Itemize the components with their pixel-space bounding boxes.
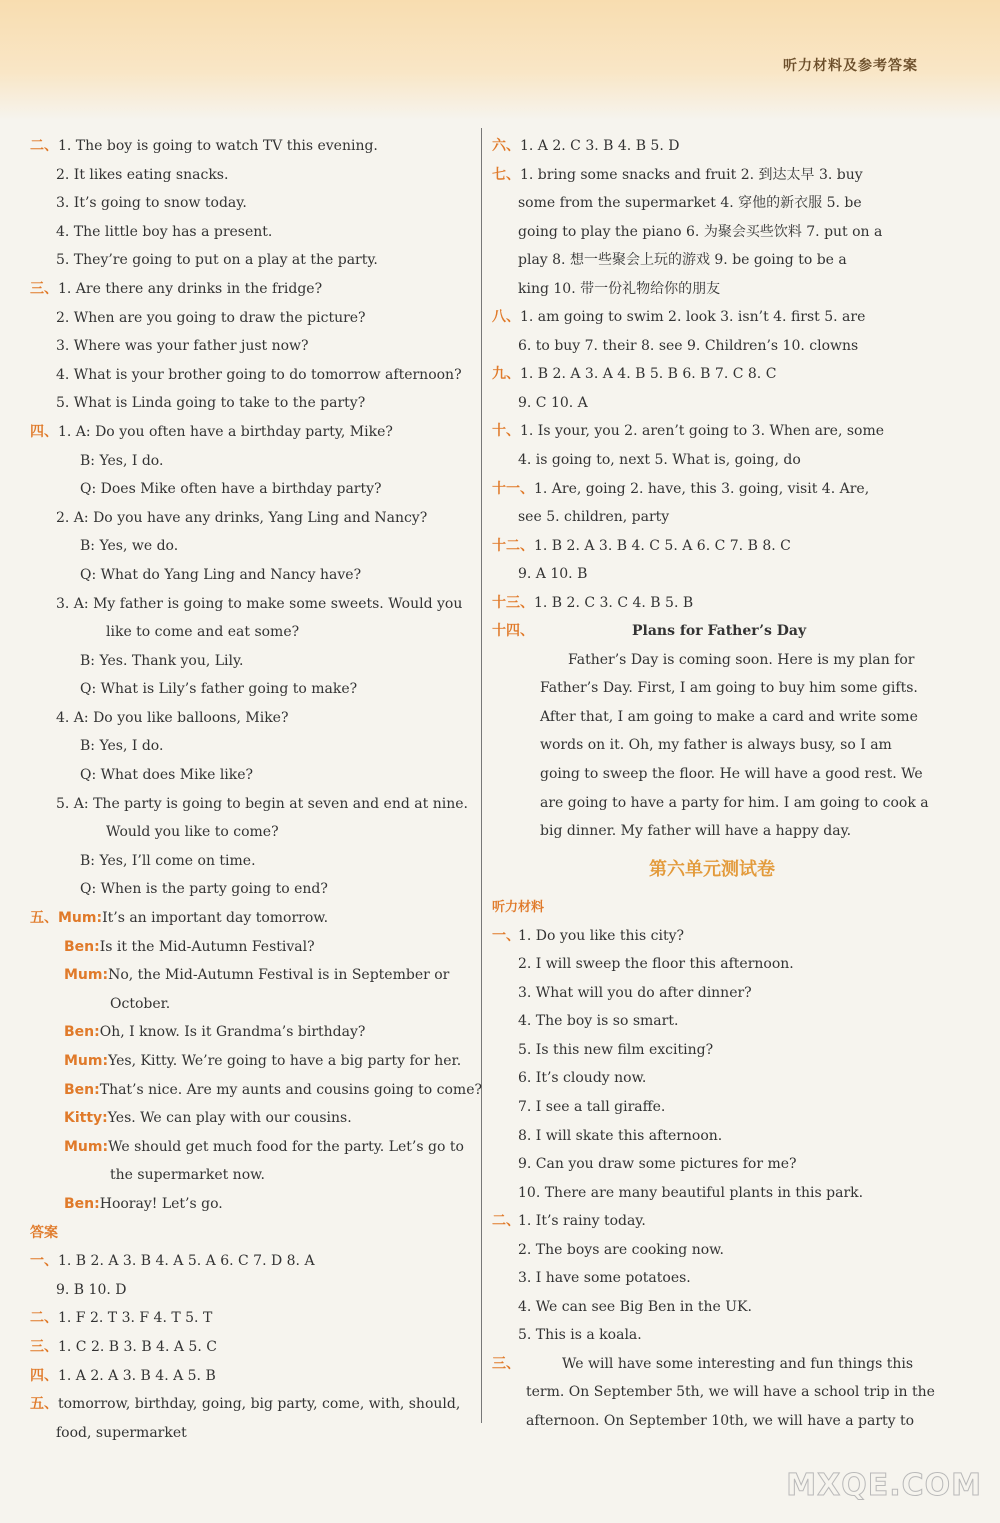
column-divider xyxy=(481,128,482,1423)
line-text: B: Yes, we do. xyxy=(80,538,179,555)
text-line xyxy=(492,503,932,532)
unit-six-title: 第六单元测试卷 xyxy=(649,858,775,880)
line-text: 2. It likes eating snacks. xyxy=(56,166,229,183)
essay-line: are going to have a party for him. I am going to cook a xyxy=(540,794,929,811)
line-text: going to play the piano 6. 为聚会买些饮料 7. put on a xyxy=(518,223,883,240)
text-line xyxy=(30,875,470,904)
essay-title: Plans for Father’s Day xyxy=(632,623,807,640)
essay-body xyxy=(492,646,932,846)
essay-line: Father’s Day is coming soon. Here is my plan for xyxy=(568,651,915,668)
unit6-line xyxy=(492,1350,932,1379)
dialogue-text: Yes, Kitty. We’re going to have a big party for her. xyxy=(108,1053,462,1069)
line-text: 6. to buy 7. their 8. see 9. Children’s 10. clowns xyxy=(518,337,859,354)
text-line xyxy=(30,275,470,304)
text-line xyxy=(30,1276,470,1305)
text-line xyxy=(30,361,470,390)
dialogue-text: Oh, I know. Is it Grandma’s birthday? xyxy=(99,1024,366,1041)
section-number: 三、 xyxy=(30,1338,58,1355)
line-text: 5. What is Linda going to take to the party? xyxy=(56,395,366,412)
unit6-line xyxy=(492,1122,932,1151)
unit6-line xyxy=(492,1150,932,1179)
line-text: king 10. 带一份礼物给你的朋友 xyxy=(518,280,721,297)
text-line xyxy=(30,161,470,190)
text-line xyxy=(30,1247,470,1276)
speaker-label: Mum: xyxy=(58,910,103,927)
line-text: play 8. 想一些聚会上玩的游戏 9. be going to be a xyxy=(518,252,847,269)
listening-lines-left xyxy=(30,132,470,904)
unit6-part1 xyxy=(492,922,932,1207)
speaker-label: Ben: xyxy=(64,1024,100,1041)
unit6-line xyxy=(492,1293,932,1322)
line-text: afternoon. On September 10th, we will have a party to xyxy=(526,1412,915,1429)
text-line xyxy=(30,847,470,876)
unit6-line xyxy=(492,1179,932,1208)
line-text: food, supermarket xyxy=(56,1424,187,1441)
text-line xyxy=(492,360,932,389)
text-line xyxy=(492,132,932,161)
line-text: 4. The little boy has a present. xyxy=(56,223,273,240)
answers-left xyxy=(30,1247,470,1447)
dialogue-line xyxy=(30,990,470,1019)
dialogue-text: It’s an important day tomorrow. xyxy=(102,910,329,927)
unit6-line xyxy=(492,1093,932,1122)
dialogue-line xyxy=(30,1190,470,1219)
watermark: MXQE.COM xyxy=(786,1468,982,1503)
line-text: 3. It’s going to snow today. xyxy=(56,195,247,212)
essay-line: words on it. Oh, my father is always busy, so I am xyxy=(540,737,892,754)
essay-line: going to sweep the floor. He will have a good rest. We xyxy=(540,766,923,783)
unit6-line xyxy=(492,1064,932,1093)
essay-line: big dinner. My father will have a happy day. xyxy=(540,823,852,840)
line-text: 1. B 2. A 3. B 4. A 5. A 6. C 7. D 8. A xyxy=(58,1253,315,1270)
section-number: 一、 xyxy=(492,927,520,944)
dialogue-text: We should get much food for the party. Let’s go to xyxy=(108,1138,464,1155)
dialogue-section xyxy=(30,904,482,1219)
text-line xyxy=(30,132,470,161)
line-text: 1. Are, going 2. have, this 3. going, visit 4. Are, xyxy=(534,480,870,497)
answers-label: 答案 xyxy=(30,1224,58,1241)
text-line xyxy=(492,417,932,446)
line-text: 4. We can see Big Ben in the UK. xyxy=(518,1298,752,1315)
dialogue-text: Hooray! Let’s go. xyxy=(99,1195,223,1212)
dialogue-text: the supermarket now. xyxy=(110,1167,265,1184)
unit6-line xyxy=(492,1036,932,1065)
line-text: 1. am going to swim 2. look 3. isn’t 4. first 5. are xyxy=(520,309,866,326)
line-text: 1. C 2. B 3. B 4. A 5. C xyxy=(58,1338,217,1355)
text-line xyxy=(492,389,932,418)
line-text: term. On September 5th, we will have a school trip in the xyxy=(526,1384,935,1401)
line-text: 2. The boys are cooking now. xyxy=(518,1241,724,1258)
essay-line: After that, I am going to make a card and write some xyxy=(540,708,918,725)
dialogue-line xyxy=(30,1104,470,1133)
line-text: 2. I will sweep the floor this afternoon. xyxy=(518,956,794,973)
text-line xyxy=(492,161,932,190)
text-line xyxy=(492,532,932,561)
line-text: 7. I see a tall giraffe. xyxy=(518,1098,666,1115)
line-text: 4. A: Do you like balloons, Mike? xyxy=(56,709,289,726)
section-number: 一、 xyxy=(30,1253,58,1270)
dialogue-line xyxy=(30,1018,470,1047)
line-text: Q: What do Yang Ling and Nancy have? xyxy=(80,566,362,583)
line-text: 5. A: The party is going to begin at seven and end at nine. xyxy=(56,795,468,812)
text-line xyxy=(492,218,932,247)
line-text: 1. B 2. A 3. B 4. C 5. A 6. C 7. B 8. C xyxy=(534,537,791,554)
right-column xyxy=(492,132,935,1436)
text-line xyxy=(30,818,470,847)
text-line xyxy=(30,475,470,504)
text-line xyxy=(30,675,470,704)
unit6-line xyxy=(492,922,932,951)
text-line xyxy=(30,732,470,761)
text-line xyxy=(492,446,932,475)
line-text: 9. Can you draw some pictures for me? xyxy=(518,1156,797,1173)
dialogue-text: No, the Mid-Autumn Festival is in September or xyxy=(108,967,450,984)
line-text: 1. The boy is going to watch TV this evening. xyxy=(58,138,378,154)
text-line xyxy=(30,218,470,247)
text-line xyxy=(492,332,932,361)
dialogue-text: Is it the Mid-Autumn Festival? xyxy=(99,938,315,955)
text-line xyxy=(30,1419,470,1448)
line-text: some from the supermarket 4. 穿他的新衣服 5. be xyxy=(518,195,862,212)
section-number: 五、 xyxy=(30,910,58,927)
speaker-label: Ben: xyxy=(64,1081,100,1098)
answers-right xyxy=(492,132,932,617)
text-line xyxy=(30,1304,470,1333)
dialogue-text: Yes. We can play with our cousins. xyxy=(107,1110,352,1127)
text-line xyxy=(30,561,470,590)
line-text: Q: When is the party going to end? xyxy=(80,881,328,898)
line-text: 1. A 2. A 3. B 4. A 5. B xyxy=(58,1367,216,1384)
unit6-line xyxy=(492,1407,932,1436)
line-text: B: Yes, I do. xyxy=(80,452,164,469)
section-number: 十二、 xyxy=(492,537,534,554)
line-text: 1. B 2. A 3. A 4. B 5. B 6. B 7. C 8. C xyxy=(520,366,777,383)
line-text: 8. I will skate this afternoon. xyxy=(518,1127,723,1144)
text-line xyxy=(492,560,932,589)
essay-heading: 十四、 Plans for Father’s Day xyxy=(492,617,932,646)
line-text: 5. This is a koala. xyxy=(518,1327,642,1344)
left-column xyxy=(30,132,482,1447)
line-text: Q: Does Mike often have a birthday party? xyxy=(80,481,382,498)
speaker-label: Mum: xyxy=(64,967,109,984)
line-text: 3. A: My father is going to make some sweets. Would you xyxy=(56,595,463,612)
unit6-line xyxy=(492,979,932,1008)
line-text: We will have some interesting and fun things this xyxy=(562,1355,914,1372)
line-text: 3. Where was your father just now? xyxy=(56,338,309,355)
text-line xyxy=(30,590,470,619)
dialogue-line xyxy=(30,904,470,933)
line-text: 4. The boy is so smart. xyxy=(518,1013,679,1030)
dialogue-line xyxy=(30,1047,470,1076)
speaker-label: Mum: xyxy=(64,1138,109,1155)
text-line xyxy=(492,246,932,275)
line-text: 10. There are many beautiful plants in this park. xyxy=(518,1184,864,1201)
text-line xyxy=(30,704,470,733)
section-number: 四、 xyxy=(30,1367,58,1384)
text-line xyxy=(30,304,470,333)
text-line xyxy=(30,389,470,418)
section-number: 二、 xyxy=(492,1213,520,1230)
text-line xyxy=(492,589,932,618)
text-line xyxy=(30,189,470,218)
line-text: Q: What does Mike like? xyxy=(80,767,254,784)
speaker-label: Ben: xyxy=(64,1195,100,1212)
line-text: 9. A 10. B xyxy=(518,566,588,583)
line-text: 1. F 2. T 3. F 4. T 5. T xyxy=(58,1310,213,1327)
speaker-label: Ben: xyxy=(64,938,100,955)
line-text: 1. A: Do you often have a birthday party, Mike? xyxy=(58,423,393,440)
text-line xyxy=(30,647,470,676)
text-line xyxy=(30,618,470,647)
text-line xyxy=(30,761,470,790)
speaker-label: Kitty: xyxy=(64,1110,108,1127)
text-line xyxy=(30,790,470,819)
section-number: 二、 xyxy=(30,1310,58,1327)
line-text: 3. What will you do after dinner? xyxy=(518,984,752,1001)
line-text: 1. It’s rainy today. xyxy=(518,1213,646,1230)
dialogue-line xyxy=(30,1133,470,1162)
section-number: 三、 xyxy=(492,1355,520,1372)
section-number: 七、 xyxy=(492,166,520,183)
line-text: like to come and eat some? xyxy=(106,624,300,641)
line-text: Would you like to come? xyxy=(106,824,279,841)
line-text: 4. is going to, next 5. What is, going, do xyxy=(518,452,801,469)
unit6-line xyxy=(492,1007,932,1036)
unit6-line xyxy=(492,1207,932,1236)
section-number: 九、 xyxy=(492,366,520,383)
text-line xyxy=(30,1333,470,1362)
unit6-line xyxy=(492,1321,932,1350)
section-number: 十三、 xyxy=(492,594,534,611)
text-line xyxy=(30,332,470,361)
line-text: 1. Are there any drinks in the fridge? xyxy=(58,280,323,297)
line-text: 2. When are you going to draw the picture? xyxy=(56,309,366,326)
line-text: 1. bring some snacks and fruit 2. 到达太早 3. buy xyxy=(520,166,863,183)
line-text: tomorrow, birthday, going, big party, come, with, should, xyxy=(58,1396,461,1413)
text-line xyxy=(492,189,932,218)
essay-line: Father’s Day. First, I am going to buy him some gifts. xyxy=(540,680,918,697)
line-text: 1. B 2. C 3. C 4. B 5. B xyxy=(534,594,694,611)
section-number: 三、 xyxy=(30,280,58,297)
listening-material-label: 听力材料 xyxy=(492,899,545,915)
dialogue-line xyxy=(30,1161,470,1190)
section-number: 十一、 xyxy=(492,480,534,497)
text-line xyxy=(30,1390,470,1419)
dialogue-text: October. xyxy=(110,995,171,1012)
text-line xyxy=(492,275,932,304)
line-text: 9. C 10. A xyxy=(518,394,588,411)
line-text: 5. They’re going to put on a play at the party. xyxy=(56,252,378,269)
dialogue-line xyxy=(30,961,470,990)
line-text: 1. Is your, you 2. aren’t going to 3. When are, some xyxy=(520,423,885,440)
unit6-line xyxy=(492,950,932,979)
text-line xyxy=(30,418,470,447)
line-text: 4. What is your brother going to do tomorrow afternoon? xyxy=(56,366,462,383)
line-text: 3. I have some potatoes. xyxy=(518,1270,691,1287)
unit6-part3 xyxy=(492,1350,935,1436)
dialogue-line xyxy=(30,933,470,962)
text-line xyxy=(30,447,470,476)
section-number: 八、 xyxy=(492,309,520,326)
text-line xyxy=(492,303,932,332)
section-number: 二、 xyxy=(30,138,58,154)
text-line xyxy=(30,1362,470,1391)
section-number: 五、 xyxy=(30,1396,58,1413)
section-number: 四、 xyxy=(30,423,58,440)
line-text: B: Yes. Thank you, Lily. xyxy=(80,652,244,669)
text-line xyxy=(492,475,932,504)
line-text: 9. B 10. D xyxy=(56,1281,127,1298)
unit6-line xyxy=(492,1236,932,1265)
line-text: 1. Do you like this city? xyxy=(518,927,685,944)
page-header-title: 听力材料及参考答案 xyxy=(783,58,918,74)
section-number: 十、 xyxy=(492,423,520,440)
unit6-part2 xyxy=(492,1207,932,1350)
dialogue-text: That’s nice. Are my aunts and cousins going to come? xyxy=(99,1081,482,1098)
line-text: 2. A: Do you have any drinks, Yang Ling and Nancy? xyxy=(56,509,428,526)
section-number: 六、 xyxy=(492,138,520,154)
text-line xyxy=(30,246,470,275)
unit6-line xyxy=(492,1264,932,1293)
line-text: B: Yes, I do. xyxy=(80,738,164,755)
speaker-label: Mum: xyxy=(64,1053,109,1069)
line-text: 6. It’s cloudy now. xyxy=(518,1070,647,1087)
text-line xyxy=(30,504,470,533)
dialogue-line xyxy=(30,1076,482,1105)
unit6-line xyxy=(492,1378,935,1407)
line-text: B: Yes, I’ll come on time. xyxy=(80,852,256,869)
text-line xyxy=(30,532,470,561)
line-text: 5. Is this new film exciting? xyxy=(518,1041,714,1058)
line-text: see 5. children, party xyxy=(518,509,670,526)
line-text: Q: What is Lily’s father going to make? xyxy=(80,681,358,698)
line-text: 1. A 2. C 3. B 4. B 5. D xyxy=(520,138,680,154)
